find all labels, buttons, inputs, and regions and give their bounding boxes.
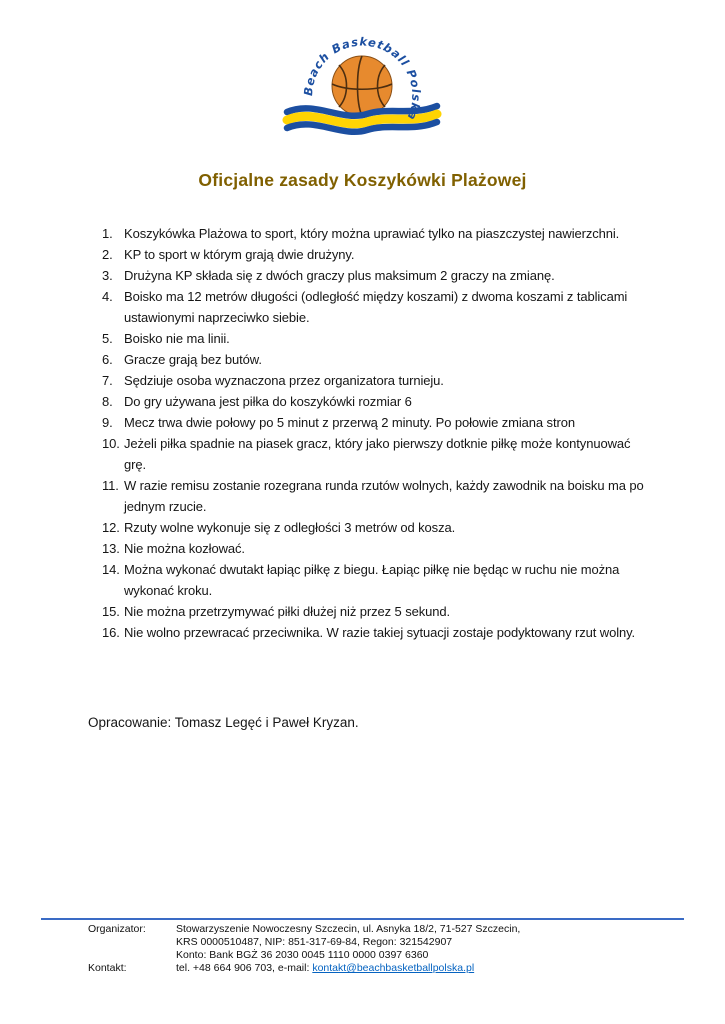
footer-contact-text: tel. +48 664 906 703, e-mail: [176, 962, 313, 974]
rule-item: Drużyna KP składa się z dwóch graczy plus maksimum 2 graczy na zmianę. [124, 268, 555, 283]
rule-item: Nie można przetrzymywać piłki dłużej niż przez 5 sekund. [124, 604, 451, 619]
footer-organizer-line1: Stowarzyszenie Nowoczesny Szczecin, ul. Asnyka 18/2, 71-527 Szczecin, [176, 923, 521, 935]
beach-basketball-logo [275, 28, 450, 140]
rule-item: Rzuty wolne wykonuje się z odległości 3 metrów od kosza. [124, 520, 456, 535]
footer-spacer [88, 936, 176, 949]
rule-item: KP to sport w którym grają dwie drużyny. [124, 247, 355, 262]
footer-grid [88, 923, 684, 975]
rule-item: Koszykówka Plażowa to sport, który można uprawiać tylko na piaszczystej nawierzchni. [124, 226, 620, 241]
rule-item: Boisko ma 12 metrów długości (odległość między koszami) z dwoma koszami z tablicami ustawionymi naprzeciwko siebie. [124, 289, 628, 325]
contact-email-link[interactable]: kontakt@beachbasketballpolska.pl [312, 962, 475, 974]
footer-spacer [88, 949, 176, 962]
credits-line: Opracowanie: Tomasz Legęć i Paweł Kryzan. [88, 715, 359, 730]
logo-arc-text: Beach Basketball Polska [301, 34, 424, 123]
rule-item: Boisko nie ma linii. [124, 331, 230, 346]
basketball-icon [332, 56, 392, 116]
footer-contact-label: Kontakt: [88, 962, 127, 974]
footer [41, 918, 684, 975]
rule-item: Do gry używana jest piłka do koszykówki rozmiar 6 [124, 394, 412, 409]
rules-list [102, 223, 648, 643]
rule-item: Sędziuje osoba wyznaczona przez organizatora turnieju. [124, 373, 444, 388]
page-title: Oficjalne zasady Koszykówki Plażowej [198, 170, 527, 190]
footer-organizer-line2: KRS 0000510487, NIP: 851-317-69-84, Regon: 321542907 [176, 936, 453, 948]
rule-item: Można wykonać dwutakt łapiąc piłkę z biegu. Łapiąc piłkę nie będąc w ruchu nie można wykonać kroku. [124, 562, 620, 598]
rule-item: Mecz trwa dwie połowy po 5 minut z przerwą 2 minuty. Po połowie zmiana stron [124, 415, 575, 430]
rule-item: Jeżeli piłka spadnie na piasek gracz, który jako pierwszy dotknie piłkę może kontynuować grę. [124, 436, 631, 472]
rule-item: Nie można kozłować. [124, 541, 245, 556]
rule-item: Nie wolno przewracać przeciwnika. W razie takiej sytuacji zostaje podyktowany rzut wolny. [124, 625, 636, 640]
rule-item: W razie remisu zostanie rozegrana runda rzutów wolnych, każdy zawodnik na boisku ma po jednym rzucie. [124, 478, 644, 514]
footer-organizer-line3: Konto: Bank BGŻ 36 2030 0045 1110 0000 0397 6360 [176, 949, 429, 961]
footer-contact-line [176, 962, 684, 975]
rule-item: Gracze grają bez butów. [124, 352, 262, 367]
footer-organizer-label: Organizator: [88, 923, 146, 935]
logo [0, 28, 725, 140]
